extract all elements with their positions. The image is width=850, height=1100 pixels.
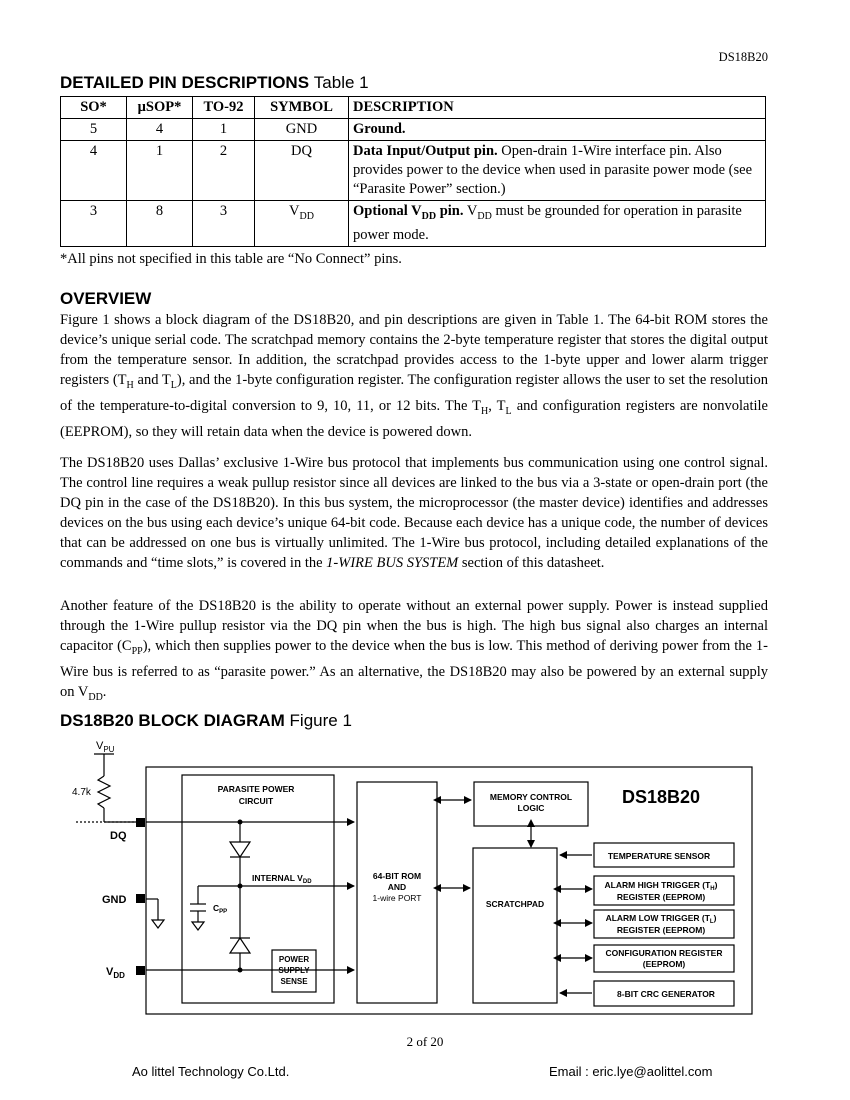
cell-symbol: DQ xyxy=(255,141,349,201)
diode-bottom-symbol xyxy=(230,938,250,953)
dq-label: DQ xyxy=(110,830,127,842)
p1-e: and configuration registers are nonvolatile (EEPROM), so they will retain data when the device is powered down. xyxy=(60,397,768,440)
vdd-label: $V_{DD}$ xyxy=(106,966,125,980)
desc-bold: Ground. xyxy=(353,121,406,137)
symbol-subscript: DD xyxy=(299,210,314,222)
cell-description xyxy=(349,141,766,201)
desc-bold: Data Input/Output pin. xyxy=(353,143,498,159)
p1-c: ), and the 1-byte configuration register. The configuration register allows the user to set the resolution of the temperature-to-digital conversion to 9, 10, 11, or 12 bits. The T xyxy=(60,372,769,414)
pin-section-title xyxy=(60,73,369,93)
col-header-usop: μSOP* xyxy=(127,97,193,119)
desc-v: V xyxy=(463,203,478,219)
p1-a: Figure 1 shows a block diagram of the DS18B20, and pin descriptions are given in Table 1. The 64-bit ROM stores the device’s unique serial code. The scratchpad memory contains the 2-byte temperature register that stores the digital output from the temperature sensor. In addition, the scratchpad provides access to the 1-byte upper and lower alarm trigger registers (T xyxy=(60,312,768,388)
cell-so: 4 xyxy=(61,141,127,201)
parasite-power-label-1: PARASITE POWER xyxy=(217,784,295,794)
table-row xyxy=(61,119,766,141)
temperature-sensor-label: TEMPERATURE SENSOR xyxy=(607,851,711,861)
desc-bold-subscript: DD xyxy=(421,210,437,222)
alarm-low-label-2: REGISTER (EEPROM) xyxy=(616,925,706,935)
resistor-label: 4.7k xyxy=(72,787,91,798)
p1-l: L xyxy=(170,379,177,391)
overview-paragraph-3 xyxy=(60,596,768,708)
block-diagram xyxy=(60,735,760,1020)
cell-to92: 2 xyxy=(193,141,255,201)
overview-paragraph-1 xyxy=(60,310,768,442)
cell-usop: 4 xyxy=(127,119,193,141)
config-register-label-2: (EEPROM) xyxy=(642,959,686,969)
alarm-low-label-1: ALARM LOW TRIGGER $(T_L)$ xyxy=(605,913,717,925)
block-diagram-title-text: DS18B20 BLOCK DIAGRAM xyxy=(60,711,285,730)
rom-label-3: 1-wire PORT xyxy=(372,893,422,903)
p2-italic: 1-WIRE BUS SYSTEM xyxy=(326,555,459,571)
p3-a: Another feature of the DS18B20 is the ability to operate without an external power supply. Power is instead supplied through the 1-Wire pullup resistor via the DQ pin when the bus is high. The high bus signal also charges an internal capacitor (C xyxy=(60,598,768,654)
p1-b: and T xyxy=(133,372,171,388)
cell-description xyxy=(349,119,766,141)
p1-l2: L xyxy=(505,405,512,417)
power-supply-sense-label-1: POWER xyxy=(278,955,310,964)
ground-symbol xyxy=(152,920,164,928)
p2-b: section of this datasheet. xyxy=(458,555,605,571)
cell-to92: 3 xyxy=(193,201,255,247)
pullup-resistor-symbol xyxy=(98,776,110,808)
cell-so: 5 xyxy=(61,119,127,141)
pin-section-title-text: DETAILED PIN DESCRIPTIONS xyxy=(60,73,310,92)
col-header-so: SO* xyxy=(61,97,127,119)
parasite-power-box xyxy=(182,775,334,1003)
gnd-label: GND xyxy=(102,894,127,906)
cell-symbol: GND xyxy=(255,119,349,141)
p3-dd: DD xyxy=(88,691,103,703)
col-header-symbol: SYMBOL xyxy=(255,97,349,119)
config-register-label-1: CONFIGURATION REGISTER xyxy=(605,948,723,958)
document-id: DS18B20 xyxy=(718,50,768,64)
memory-control-label-1: MEMORY CONTROL xyxy=(489,792,573,802)
rom-label-1: 64-BIT ROM xyxy=(372,871,422,881)
gnd-pin xyxy=(136,894,145,903)
desc-text: Open-drain 1-Wire interface pin. Also provides power to the device when used in parasite power mode (see “Parasite Power” section.) xyxy=(353,143,753,197)
p3-b: ), which then supplies power to the device when the bus is low. This method of deriving power from the 1-Wire bus is referred to as “parasite power.” As an alternative, the DS18B20 may also be powered by an external supply on V xyxy=(60,638,768,700)
pin-description-table xyxy=(60,96,766,247)
cell-symbol xyxy=(255,201,349,247)
cell-so: 3 xyxy=(61,201,127,247)
p1-h2: H xyxy=(481,405,489,417)
pin-section-title-suffix: Table 1 xyxy=(313,73,369,92)
footer-company: Ao littel Technology Co.Ltd. xyxy=(132,1064,290,1079)
memory-control-label-2: LOGIC xyxy=(517,803,545,813)
p1-d: , T xyxy=(488,397,506,414)
chip-name-label: DS18B20 xyxy=(622,787,701,807)
table-row xyxy=(61,141,766,201)
rom-label-2: AND xyxy=(387,882,407,892)
cell-description xyxy=(349,201,766,247)
scratchpad-box xyxy=(473,848,557,1003)
p1-h: H xyxy=(126,379,134,391)
dq-pin xyxy=(136,818,145,827)
internal-vdd-label: INTERNAL $V_{DD}$ xyxy=(252,873,312,885)
diode-top-symbol xyxy=(230,842,250,857)
col-header-description: DESCRIPTION xyxy=(349,97,766,119)
desc-bold-end: pin. xyxy=(436,203,464,219)
power-supply-sense-label-2: SUPPLY xyxy=(278,966,310,975)
crc-generator-label: 8-BIT CRC GENERATOR xyxy=(617,989,715,999)
pin-table-note: *All pins not specified in this table are “No Connect” pins. xyxy=(60,251,402,267)
vpu-label: $V_{PU}$ xyxy=(96,740,115,754)
alarm-high-label-1: ALARM HIGH TRIGGER $(T_H)$ xyxy=(604,880,718,892)
desc-bold xyxy=(353,203,464,222)
symbol-text: V xyxy=(289,203,300,219)
table-row xyxy=(61,201,766,247)
alarm-high-label-2: REGISTER (EEPROM) xyxy=(616,892,706,902)
cell-to92: 1 xyxy=(193,119,255,141)
footer-email: Email : eric.lye@aolittel.com xyxy=(549,1064,713,1079)
overview-paragraph-2 xyxy=(60,453,768,573)
parasite-power-label-2: CIRCUIT xyxy=(238,796,274,806)
desc-text: must be grounded for operation in parasite power mode. xyxy=(353,203,742,243)
scratchpad-label: SCRATCHPAD xyxy=(485,899,545,909)
p3-c: . xyxy=(102,683,107,700)
col-header-to92: TO-92 xyxy=(193,97,255,119)
block-diagram-title-suffix: Figure 1 xyxy=(289,711,352,730)
cpp-label: $C_{PP}$ xyxy=(213,903,228,915)
overview-title: OVERVIEW xyxy=(60,289,152,308)
cell-usop: 8 xyxy=(127,201,193,247)
vdd-pin xyxy=(136,966,145,975)
p2-a: The DS18B20 uses Dallas’ exclusive 1-Wire bus protocol that implements bus communication using one control signal. The control line requires a weak pullup resistor since all devices are linked to the bus via a 3-state or open-drain port (the DQ pin in the case of the DS18B20). In this bus system, the microprocessor (the master device) identifies and addresses devices on the bus using each device’s unique 64-bit code. Because each device has a unique code, the number of devices that can be addressed on one bus is virtually unlimited. The 1-Wire bus protocol, including detailed explanations of the commands and “time slots,” is covered in the xyxy=(60,455,768,571)
table-header-row xyxy=(61,97,766,119)
p3-pp: PP xyxy=(131,645,143,657)
power-supply-sense-label-3: SENSE xyxy=(280,977,308,986)
block-diagram-title xyxy=(60,711,352,731)
desc-bold-text: Optional V xyxy=(353,203,422,219)
page-number: 2 of 20 xyxy=(406,1034,444,1049)
cell-usop: 1 xyxy=(127,141,193,201)
desc-v-subscript: DD xyxy=(477,210,492,222)
